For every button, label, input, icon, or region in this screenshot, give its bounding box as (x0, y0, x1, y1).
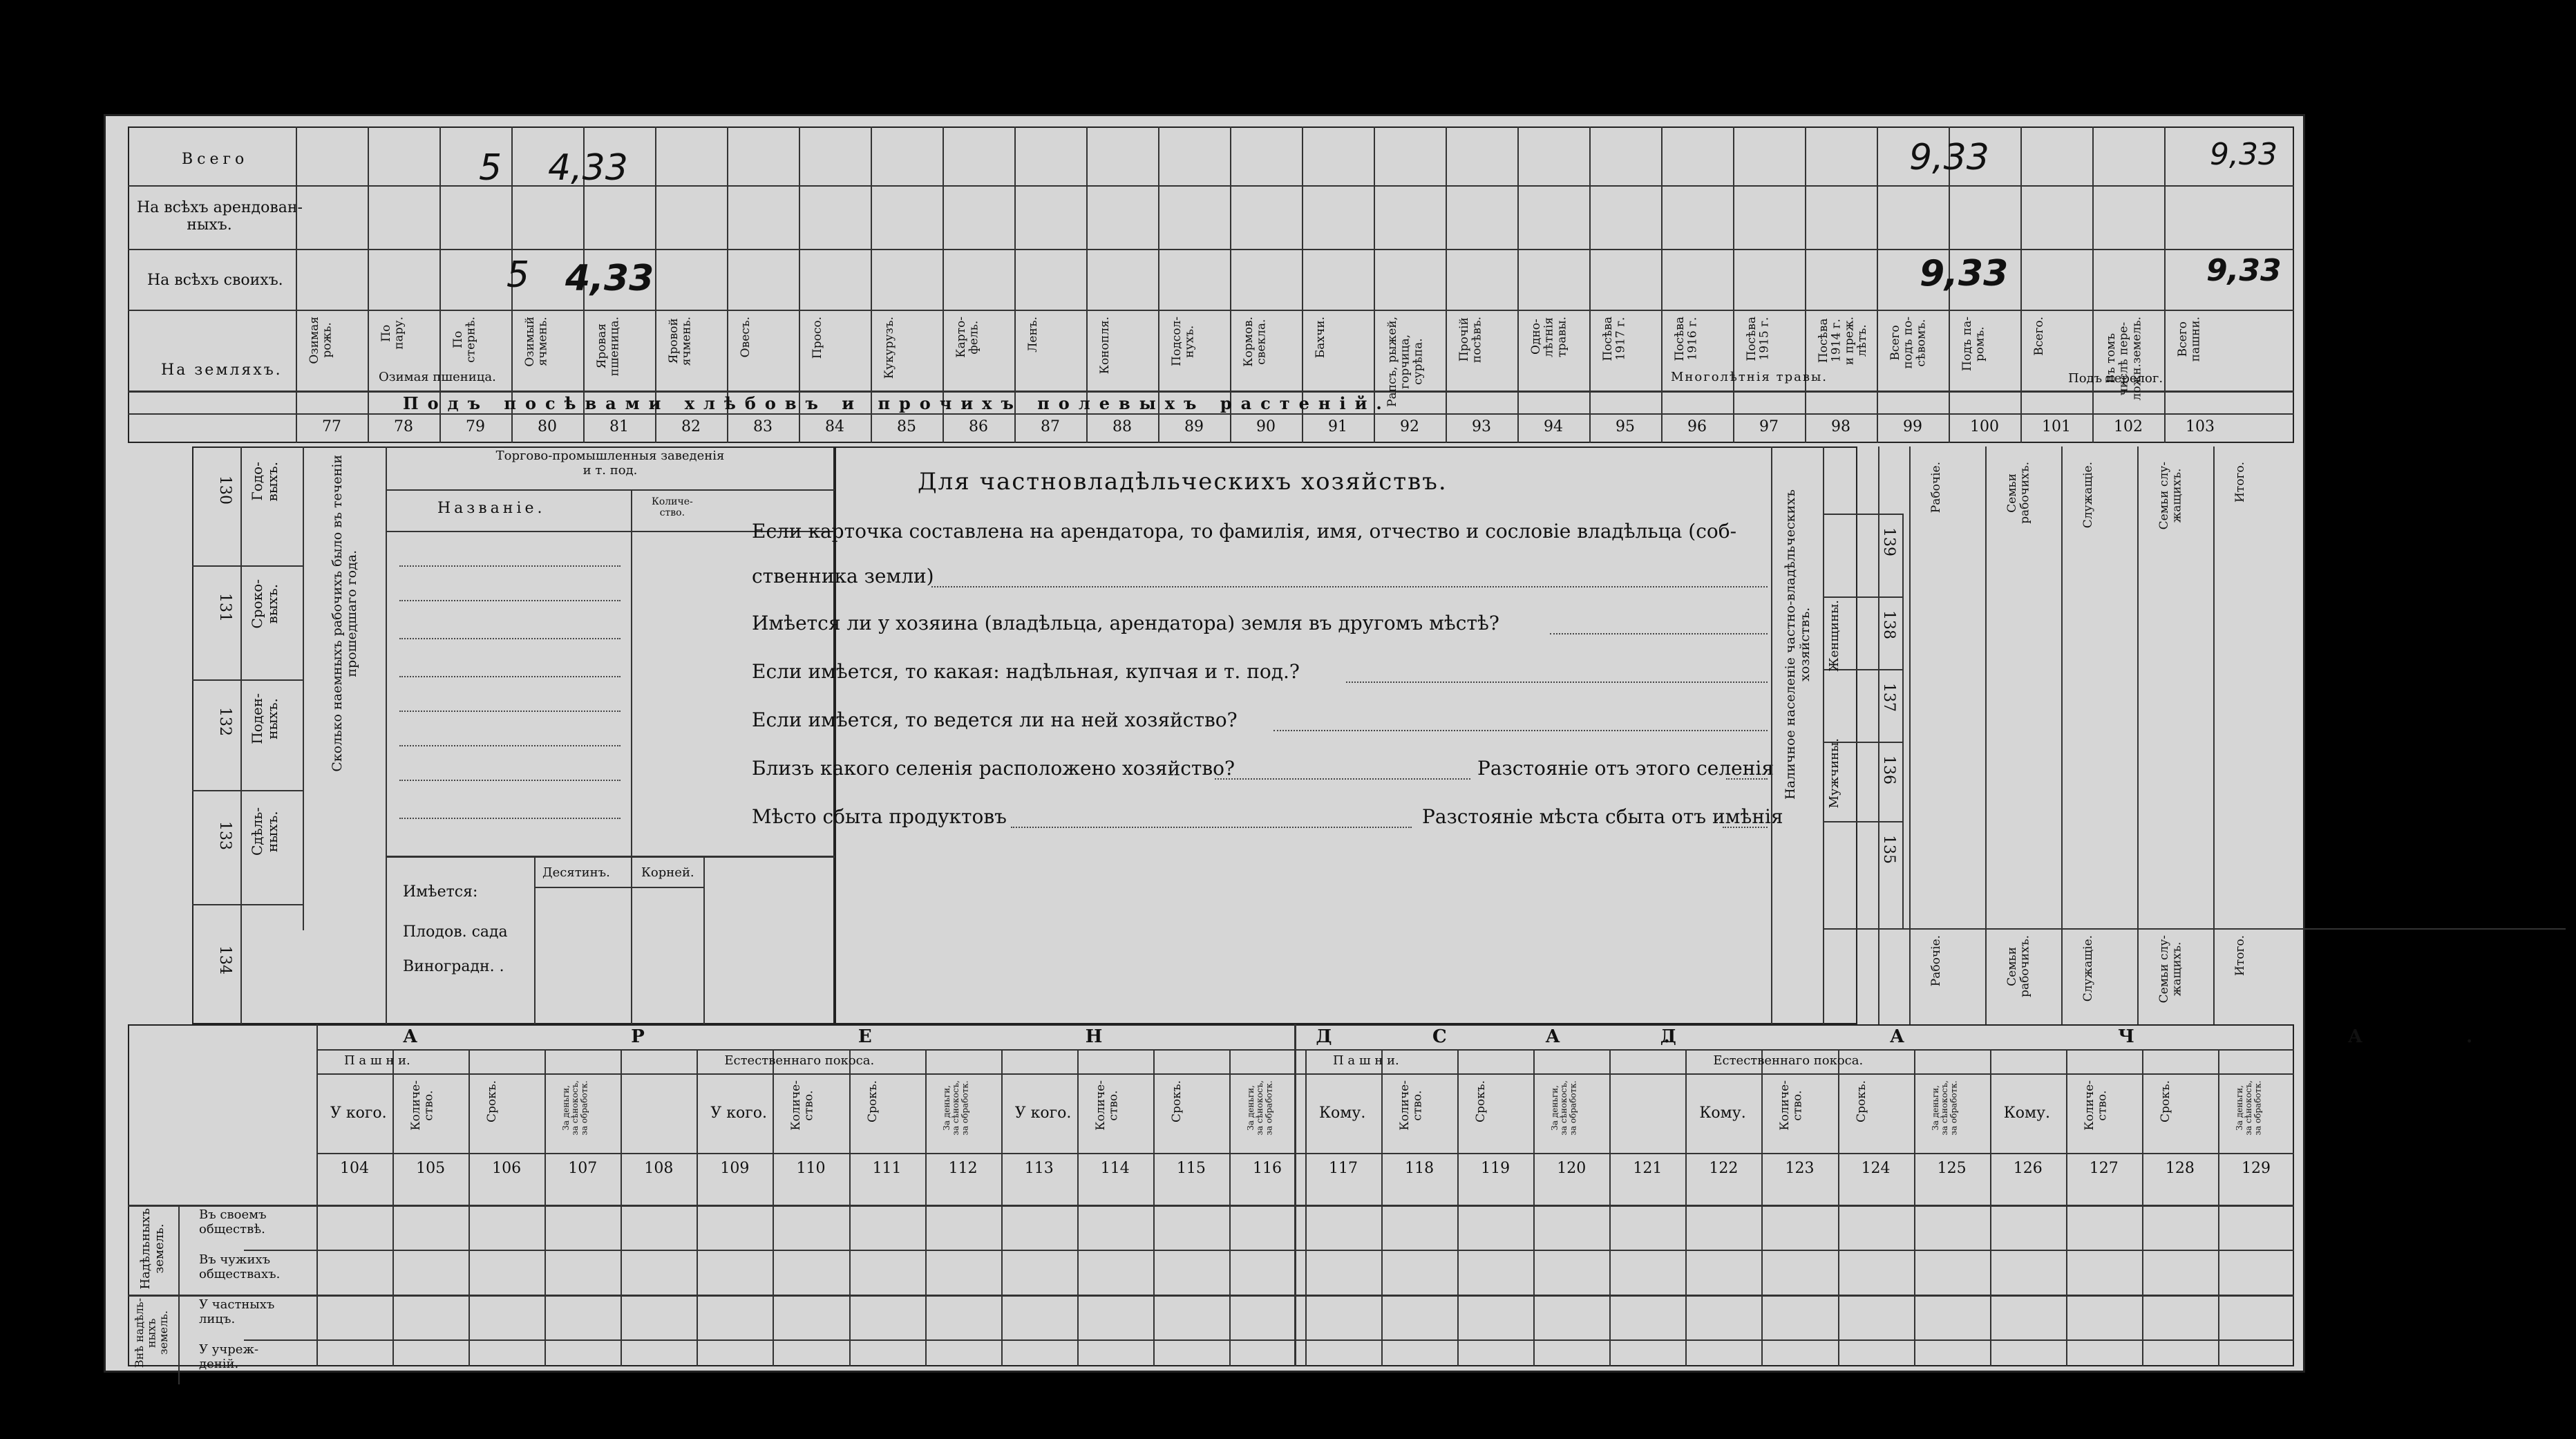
lease-col-line (1533, 1049, 1535, 1366)
vineyard-label: Виноградн. . (403, 958, 504, 975)
crop-col-89-label: Подсол- нухъ. (1170, 317, 1197, 366)
lease-col-125: 125 (1937, 1160, 1967, 1177)
lease-sub-head: Срокъ. (1474, 1080, 1488, 1122)
hand-total-99: 9,33 (1909, 137, 1989, 178)
crop-col-79: 79 (466, 418, 485, 435)
lease-col-line (697, 1049, 698, 1366)
lease-sub-head: Срокъ. (865, 1080, 880, 1122)
crop-col-88: 88 (1112, 418, 1132, 435)
row-own-society: Въ своемъ обществѣ. (199, 1207, 267, 1236)
lease-sub-head: Количе- ство. (1093, 1080, 1121, 1131)
fallow-label: Подъ перелог. (2068, 371, 2163, 386)
lease-col-108: 108 (644, 1160, 674, 1177)
crop-col-84-label: Просо. (811, 317, 824, 359)
row-label-total: Всего (182, 151, 249, 168)
lease-col-118: 118 (1405, 1160, 1434, 1177)
lease-col-105: 105 (416, 1160, 446, 1177)
lease-col-115: 115 (1176, 1160, 1206, 1177)
crop-col-98: 98 (1831, 418, 1850, 435)
pop-col-138: 138 (1880, 610, 1897, 639)
crop-col-97-label: Посѣва 1915 г. (1745, 317, 1772, 361)
private-q5b: Разстояніе отъ этого селенія (1477, 757, 1774, 780)
lease-group-head: П а ш н и. (344, 1053, 410, 1068)
lease-col-110: 110 (796, 1160, 826, 1177)
crop-col-101: 101 (2042, 418, 2071, 435)
col-line (1805, 126, 1806, 443)
pop-col-135: 135 (1880, 835, 1897, 864)
lease-col-line (1914, 1049, 1915, 1366)
crop-col-83: 83 (753, 418, 773, 435)
private-q6: Мѣсто сбыта продуктовъ (752, 805, 1007, 828)
lease-col-119: 119 (1481, 1160, 1510, 1177)
crop-col-90: 90 (1256, 418, 1276, 435)
lease-col-line (1990, 1049, 1991, 1366)
lease-group-head: П а ш н и. (1333, 1053, 1399, 1068)
crop-col-96-label: Посѣва 1916 г. (1673, 317, 1700, 361)
col-line (1589, 126, 1591, 443)
crop-col-77: 77 (322, 418, 341, 435)
pop-bottom-col-label: Рабочіе. (1929, 935, 1943, 987)
pop-bottom-col-label: Семьи рабочихъ. (2005, 935, 2032, 997)
hired-workers-title: Сколько наемныхъ рабочихъ было въ теченіи прошедшаго года. (330, 455, 359, 772)
crop-col-90-label: Кормов. свекла. (1242, 317, 1269, 367)
lease-party-head: У кого. (710, 1104, 768, 1122)
lease-col-line (1609, 1049, 1611, 1366)
lease-col-129: 129 (2241, 1160, 2271, 1177)
crop-col-81-label: Яровая пшеница. (595, 317, 622, 377)
crop-col-84: 84 (825, 418, 844, 435)
trade-name-col: Названіе. (437, 500, 546, 517)
pop-row-line (1823, 821, 1902, 822)
lease-col-120: 120 (1557, 1160, 1587, 1177)
trade-qty-col: Количе- ство. (652, 496, 693, 519)
pop-col-line (1909, 446, 1911, 1024)
col-132: 132 (216, 707, 234, 736)
lease-col-104: 104 (340, 1160, 370, 1177)
lease-sub-head: Срокъ. (1854, 1080, 1868, 1122)
pop-col-line (2137, 446, 2139, 1024)
lease-col-123: 123 (1785, 1160, 1815, 1177)
col-line (1446, 126, 1447, 443)
lease-col-126: 126 (2013, 1160, 2043, 1177)
crop-col-93: 93 (1472, 418, 1491, 435)
crop-col-93-label: Прочій посѣвъ. (1457, 317, 1484, 364)
lease-col-line (2066, 1049, 2067, 1366)
row-institutions: У учреж- деній. (199, 1342, 259, 1371)
crop-col-78-label: По пару. (379, 317, 406, 350)
lease-col-line (1685, 1049, 1687, 1366)
col-line (2020, 126, 2022, 443)
lease-sub-head: Срокъ. (485, 1080, 500, 1122)
desyatin-label: Десятинъ. (542, 865, 610, 880)
lease-sub-head: За деньги, за сѣнокосъ, за обработк. (941, 1080, 969, 1136)
pop-row-line (1823, 514, 1902, 515)
lease-party-head: Кому. (1319, 1104, 1366, 1122)
perennial-grass-label: Многолѣтнія травы. (1671, 370, 1828, 384)
lease-col-114: 114 (1100, 1160, 1130, 1177)
crop-col-91-label: Бахчи. (1314, 317, 1327, 359)
nadel-label: Надѣльныхъ земель. (138, 1208, 167, 1290)
col-line (2092, 126, 2094, 443)
crop-col-100-label: Подъ па- ромъ. (1960, 317, 1987, 371)
col-131-label: Сроко- выхъ. (249, 579, 281, 629)
orchard-label: Плодов. сада (403, 923, 508, 941)
col-line (1661, 126, 1663, 443)
lease-sub-head: Количе- ство. (2082, 1080, 2110, 1131)
crop-col-92: 92 (1400, 418, 1419, 435)
row-label-own: На всѣхъ своихъ. (147, 272, 283, 289)
lease-col-106: 106 (492, 1160, 522, 1177)
lease-col-line (2142, 1049, 2143, 1366)
lease-subhead-line (316, 1073, 2294, 1075)
lease-col-116: 116 (1252, 1160, 1282, 1177)
vne-label: Внѣ надѣль- ныхъ земель. (133, 1298, 171, 1369)
pop-top-col-label: Рабочіе. (1929, 462, 1943, 514)
lease-col-113: 113 (1024, 1160, 1054, 1177)
col-line (1517, 126, 1519, 443)
private-q2: Имѣется ли у хозяина (владѣльца, арендатора) земля въ другомъ мѣстѣ? (752, 612, 1499, 634)
lease-col-109: 109 (720, 1160, 750, 1177)
lease-col-127: 127 (2089, 1160, 2119, 1177)
pop-col-136: 136 (1880, 755, 1897, 784)
has-label: Имѣется: (403, 883, 478, 901)
lease-col-line (316, 1049, 318, 1366)
lease-col-122: 122 (1709, 1160, 1739, 1177)
crop-col-86-label: Карто- фель. (954, 317, 981, 358)
pop-col-line (2061, 446, 2063, 1024)
lease-col-128: 128 (2165, 1160, 2195, 1177)
lease-col-line (1381, 1049, 1383, 1366)
col-line (296, 126, 297, 443)
lease-sub-head: За деньги, за сѣнокосъ, за обработк. (1550, 1080, 1578, 1136)
lease-table (128, 1024, 2294, 1369)
col-line (2164, 126, 2166, 443)
row-label-lands: На земляхъ. (161, 361, 283, 379)
lease-col-line (1229, 1049, 1231, 1366)
lease-col-line (2218, 1049, 2219, 1366)
crop-col-96: 96 (1687, 418, 1707, 435)
women-label: Женщины. (1827, 600, 1841, 672)
lease-col-line (1761, 1049, 1763, 1366)
hand-own-103: 9,33 (2206, 253, 2282, 288)
lease-col-line (925, 1049, 927, 1366)
col-133: 133 (216, 821, 234, 850)
private-title: Для частновладѣльческихъ хозяйствъ. (918, 468, 1448, 496)
lease-sub-head: Срокъ. (1169, 1080, 1184, 1122)
col-130: 130 (216, 476, 234, 505)
pop-bottom-col-label: Служащіе. (2081, 935, 2095, 1002)
lease-group-head: Естественнаго покоса. (1713, 1053, 1864, 1068)
pop-col-139: 139 (1880, 527, 1897, 556)
crop-col-77-label: Озимая рожь. (307, 317, 334, 364)
crop-col-86: 86 (969, 418, 988, 435)
crop-col-102-label: Въ томъ числѣ пере- ложн.земель. (2104, 317, 2144, 401)
lease-party-head: Кому. (1699, 1104, 1746, 1122)
col-line (1733, 126, 1734, 443)
hand-total-79: 5 (479, 147, 502, 189)
crop-col-97: 97 (1759, 418, 1779, 435)
col-130-label: Годо- выхъ. (249, 462, 281, 502)
lease-col-line (1077, 1049, 1079, 1366)
lease-party-head: Кому. (2003, 1104, 2051, 1122)
crop-col-100: 100 (1970, 418, 1999, 435)
pop-col-137: 137 (1880, 683, 1897, 712)
pop-top-col-label: Служащіе. (2081, 462, 2095, 529)
lease-col-line (621, 1049, 622, 1366)
pop-top-col-label: Семьи рабочихъ. (2005, 462, 2032, 524)
crop-col-92-label: Рапсъ, рыжей, горчица, сурѣпа. (1385, 317, 1426, 407)
col-133-label: Сдѣль- ныхъ. (249, 807, 281, 856)
lease-col-111: 111 (872, 1160, 902, 1177)
row-label-rented: На всѣхъ арендован- ныхъ. (137, 199, 303, 234)
crop-col-95: 95 (1616, 418, 1635, 435)
row-private-persons: У частныхъ лицъ. (199, 1297, 275, 1326)
lease-sub-head: Срокъ. (2158, 1080, 2172, 1122)
lease-col-line (392, 1049, 394, 1366)
lease-col-line (1838, 1049, 1839, 1366)
hand-own-99: 9,33 (1920, 253, 2009, 294)
crop-col-99: 99 (1903, 418, 1922, 435)
hand-total-103: 9,33 (2210, 137, 2277, 172)
lease-party-head: У кого. (1014, 1104, 1072, 1122)
pop-col-line (1985, 446, 1987, 1024)
population-title: Наличное населеніе частно-владѣльческихъ хозяйствъ. (1783, 489, 1812, 800)
crop-col-79-label: По стернѣ. (451, 317, 478, 363)
crop-col-102: 102 (2114, 418, 2143, 435)
pop-col-line (2213, 446, 2215, 1024)
lease-col-line (849, 1049, 851, 1366)
winter-wheat-label: Озимая пшеница. (379, 370, 496, 384)
crop-col-87-label: Ленъ. (1026, 317, 1040, 352)
row-other-societies: Въ чужихъ обществахъ. (199, 1252, 281, 1281)
crop-col-87: 87 (1041, 418, 1060, 435)
crop-col-82: 82 (681, 418, 701, 435)
lease-party-head: У кого. (330, 1104, 387, 1122)
lease-sub-head: Количе- ство. (1778, 1080, 1806, 1131)
crop-col-91: 91 (1328, 418, 1347, 435)
lease-sub-head: Количе- ство. (1398, 1080, 1425, 1131)
crop-col-82-label: Яровой ячмень. (667, 317, 694, 366)
crop-col-99-label: Всего подъ по- сѣвомъ. (1888, 317, 1929, 369)
private-q6b: Разстояніе мѣста сбыта отъ имѣнія (1422, 805, 1783, 828)
crop-col-85: 85 (897, 418, 916, 435)
hand-own-80: 4,33 (565, 258, 654, 299)
col-134: 134 (216, 946, 234, 975)
crop-col-101-label: Всего. (2032, 317, 2046, 356)
private-q3: Если имѣется, то какая: надѣльная, купчая и т. под.? (752, 660, 1300, 683)
trade-title: Торгово-промышленныя заведенія и т. под. (495, 449, 725, 478)
crop-col-98-label: Посѣва 1914 г. и преж. лѣтъ. (1817, 317, 1870, 366)
lease-col-line (1153, 1049, 1155, 1366)
lease-col-112: 112 (948, 1160, 978, 1177)
lease-col-line (1457, 1049, 1459, 1366)
lease-col-line (1305, 1049, 1307, 1366)
col-131: 131 (216, 593, 234, 622)
crop-col-80-label: Озимый ячмень. (523, 317, 550, 367)
lease-out-title: С Д А Ч А. (1432, 1026, 2576, 1047)
lease-col-line (468, 1049, 470, 1366)
crop-col-103: 103 (2186, 418, 2215, 435)
private-q1b: ственника земли) (752, 565, 934, 587)
crop-col-78: 78 (394, 418, 413, 435)
col-132-label: Поден- ныхъ. (249, 693, 281, 744)
crop-col-89: 89 (1184, 418, 1204, 435)
pop-row-line (1823, 596, 1902, 598)
lease-col-124: 124 (1861, 1160, 1891, 1177)
lease-sub-head: За деньги, за сѣнокосъ, за обработк. (2234, 1080, 2263, 1136)
hand-total-80: 4,33 (548, 147, 628, 189)
pop-top-col-label: Итого. (2233, 462, 2247, 503)
korney-label: Корней. (641, 865, 694, 880)
pop-bottom-col-label: Итого. (2233, 935, 2247, 977)
men-label: Мужчины. (1827, 738, 1841, 809)
lease-col-117: 117 (1329, 1160, 1358, 1177)
crop-col-95-label: Посѣва 1917 г. (1601, 317, 1628, 361)
private-q1: Если карточка составлена на арендатора, то фамилія, имя, отчество и сословіе владѣльца (соб- (752, 520, 1737, 543)
lease-sub-head: Количе- ство. (409, 1080, 436, 1131)
lease-col-line (773, 1049, 774, 1366)
pop-bottom-col-label: Семьи слу- жащихъ. (2157, 935, 2184, 1004)
crops-band-title: Подъ посѣвами хлѣбовъ и прочихъ полевыхъ растеній. (403, 393, 1391, 413)
col-line (1877, 126, 1878, 443)
hired-workers-block (192, 446, 835, 1024)
crop-col-88-label: Конопля. (1098, 317, 1112, 375)
col-line (368, 126, 369, 443)
pop-top-col-label: Семьи слу- жащихъ. (2157, 462, 2184, 530)
lease-col-107: 107 (568, 1160, 598, 1177)
crop-col-94-label: Одно- лѣтнія травы. (1529, 317, 1569, 357)
crop-col-85-label: Кукурузъ. (882, 317, 896, 379)
lease-sub-head: За деньги, за сѣнокосъ, за обработк. (1245, 1080, 1274, 1136)
hand-own-79: 5 (506, 254, 530, 296)
lease-group-head: Естественнаго покоса. (724, 1053, 875, 1068)
lease-sub-head: За деньги, за сѣнокосъ, за обработк. (1930, 1080, 1958, 1136)
lease-sub-head: Количе- ство. (789, 1080, 817, 1131)
lease-in-title: А Р Е Н Д А. (403, 1026, 1774, 1047)
lease-col-line (1001, 1049, 1003, 1366)
lease-num-line (316, 1153, 2294, 1154)
crop-col-83-label: Овесъ. (739, 317, 752, 358)
private-q4: Если имѣется, то ведется ли на ней хозяйство? (752, 708, 1238, 731)
crop-col-103-label: Всего пашни. (2176, 317, 2203, 362)
lease-col-121: 121 (1633, 1160, 1663, 1177)
crop-col-81: 81 (609, 418, 629, 435)
crop-col-80: 80 (538, 418, 557, 435)
crop-col-94: 94 (1544, 418, 1563, 435)
lease-sub-head: За деньги, за сѣнокосъ, за обработк. (561, 1080, 589, 1136)
private-q5: Близъ какого селенія расположено хозяйство? (752, 757, 1235, 780)
lease-col-line (544, 1049, 546, 1366)
census-card (104, 114, 2576, 1373)
